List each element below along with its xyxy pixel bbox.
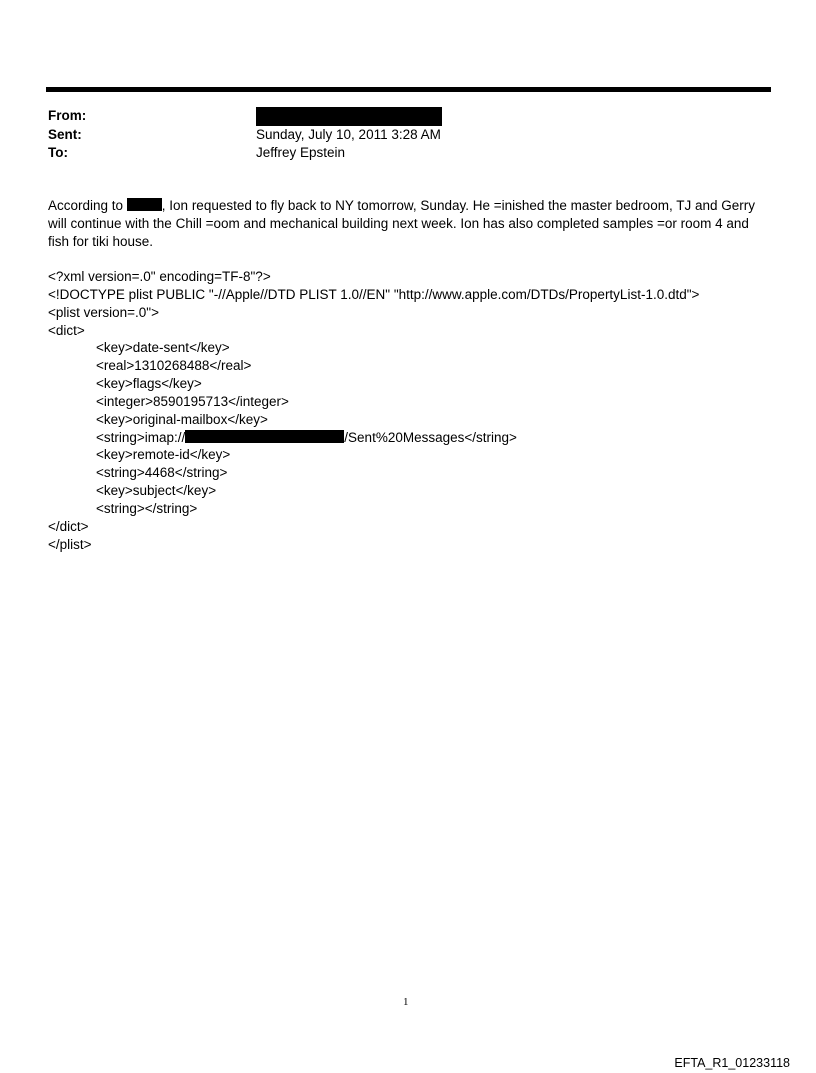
xml-line: <plist version=.0"> [48, 304, 159, 320]
xml-line: <dict> [48, 322, 85, 338]
paragraph-text-start: According to [48, 198, 127, 213]
page-number: 1 [403, 996, 409, 1008]
xml-line: <key>date-sent</key> [96, 340, 230, 356]
paragraph-text-end: , Ion requested to fly back to NY tomorrow, Sunday. He =inished the master bedroom, TJ and Gerry will continue with the Chill =oom and mechanical building next week. Ion has also completed samples =or room 4 and fish for tiki house. [48, 198, 755, 249]
xml-line: <!DOCTYPE plist PUBLIC "-//Apple//DTD PLIST 1.0//EN" "http://www.apple.com/DTDs/PropertyList-1.0.dtd"> [48, 286, 700, 302]
xml-line: <key>remote-id</key> [96, 447, 231, 463]
xml-line: <string>4468</string> [96, 465, 228, 481]
redaction-bar [256, 107, 442, 126]
to-row [48, 144, 768, 163]
email-header [48, 107, 768, 163]
xml-line: </plist> [48, 536, 92, 552]
bates-number: EFTA_R1_01233118 [674, 1056, 790, 1070]
imap-prefix: <string>imap:// [96, 429, 186, 445]
redaction-bar [127, 198, 162, 211]
xml-line-imap [48, 429, 768, 447]
imap-suffix: /Sent%20Messages</string> [344, 429, 517, 445]
from-label: From: [48, 108, 87, 123]
plist-xml-block [48, 268, 768, 554]
xml-line: <?xml version=.0" encoding=TF-8"?> [48, 269, 271, 284]
to-value: Jeffrey Epstein [256, 145, 346, 160]
xml-line: <key>subject</key> [96, 483, 217, 499]
xml-line: <key>original-mailbox</key> [96, 411, 268, 427]
xml-line: <key>flags</key> [96, 376, 202, 392]
xml-line: <string></string> [96, 500, 198, 516]
sent-value: Sunday, July 10, 2011 3:28 AM [256, 126, 441, 142]
message-body [48, 197, 763, 251]
xml-line: <integer>8590195713</integer> [96, 393, 289, 409]
header-rule [46, 87, 771, 92]
sent-label: Sent: [48, 126, 82, 142]
xml-line: <real>1310268488</real> [96, 358, 252, 374]
from-row [48, 107, 768, 126]
to-label: To: [48, 145, 68, 160]
message-paragraph [48, 197, 763, 251]
redaction-bar [185, 430, 344, 443]
sent-row [48, 126, 768, 145]
xml-line: </dict> [48, 518, 89, 534]
